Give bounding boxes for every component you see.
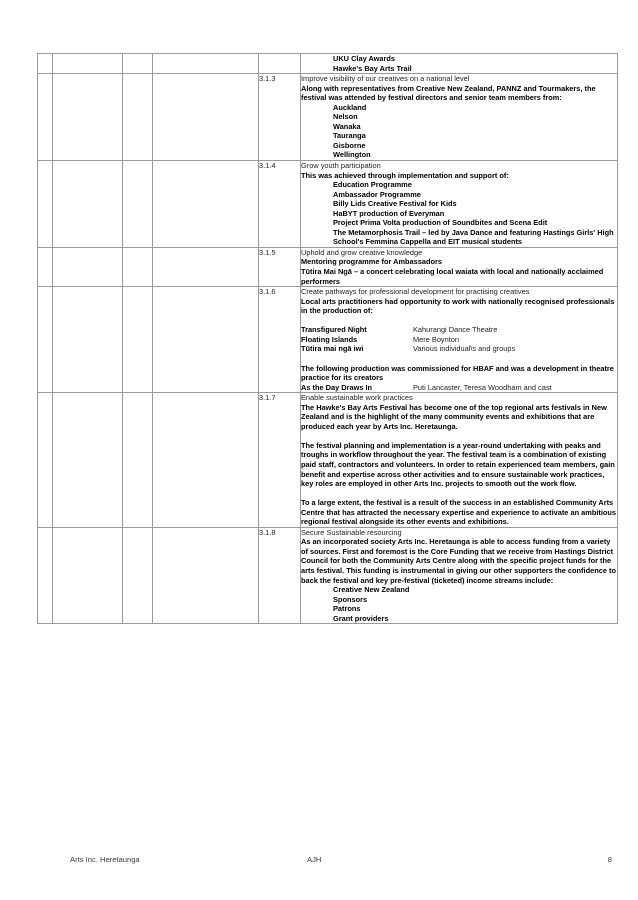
- cell-col-d: [153, 54, 259, 74]
- cell-col-a: [38, 161, 53, 248]
- table-row: [38, 527, 618, 623]
- list-item: Nelson: [333, 112, 358, 122]
- cell-col-b: [53, 161, 123, 248]
- row-content: [301, 161, 618, 248]
- credit-row: [301, 335, 617, 345]
- footer-page-number: 8: [607, 855, 612, 864]
- blank-line: [301, 316, 617, 326]
- cell-col-c: [123, 393, 153, 528]
- cell-col-c: [123, 74, 153, 161]
- cell-col-a: [38, 74, 53, 161]
- list-item: Patrons: [333, 604, 361, 614]
- objective-paragraph: The Hawke's Bay Arts Festival has become one of the top regional arts festivals in New Zealand and is the highlight of the many community events and exhibitions that are produced each year by Arts Inc. Heretaunga.: [301, 402, 607, 431]
- objective-lead: Grow youth participation: [301, 161, 381, 171]
- credit-row: [301, 344, 617, 354]
- footer-organisation: Arts Inc. Heretaunga: [70, 855, 140, 864]
- list-item: Grant providers: [333, 613, 389, 623]
- cell-col-d: [153, 74, 259, 161]
- list-item: HaBYT production of Everyman: [333, 208, 445, 218]
- cell-col-b: [53, 247, 123, 286]
- list-item: Education Programme: [333, 180, 412, 190]
- cell-col-a: [38, 527, 53, 623]
- list-item: Creative New Zealand: [333, 585, 410, 595]
- row-content: [301, 287, 618, 393]
- cell-col-d: [153, 247, 259, 286]
- credit-title: As the Day Draws In: [301, 382, 373, 392]
- row-content: [301, 74, 618, 161]
- row-number: 3.1.6: [259, 287, 301, 393]
- list-item: Hawke's Bay Arts Trail: [333, 63, 412, 73]
- list-item: Gisborne: [333, 140, 366, 150]
- cell-col-c: [123, 247, 153, 286]
- cell-col-c: [123, 527, 153, 623]
- list-item: Sponsors: [333, 594, 368, 604]
- cell-col-c: [123, 161, 153, 248]
- credit-artist: Various individual\s and groups: [413, 344, 516, 354]
- list-item: Wanaka: [333, 121, 361, 131]
- cell-col-a: [38, 247, 53, 286]
- credit-title: Floating Islands: [301, 334, 358, 344]
- cell-col-c: [123, 54, 153, 74]
- table-row: [38, 74, 618, 161]
- objective-body-line: Mentoring programme for Ambassadors: [301, 257, 442, 267]
- list-item: UKU Clay Awards: [333, 54, 396, 63]
- objective-lead: Enable sustainable work practices: [301, 393, 413, 403]
- objective-lead: Create pathways for professional development for practising creatives: [301, 287, 530, 297]
- objective-lead: Improve visibility of our creatives on a national level: [301, 74, 470, 84]
- credit-artist: Mere Boynton: [413, 334, 460, 344]
- row-number: 3.1.8: [259, 527, 301, 623]
- row-number: 3.1.7: [259, 393, 301, 528]
- objective-body-secondary: The following production was commissioned for HBAF and was a development in theatre practice for its creators: [301, 363, 614, 383]
- row-number: 3.1.4: [259, 161, 301, 248]
- row-number: [259, 54, 301, 74]
- blank-line: [301, 489, 617, 499]
- row-number: 3.1.3: [259, 74, 301, 161]
- objectives-table: [37, 53, 618, 624]
- cell-col-d: [153, 161, 259, 248]
- objective-body: As an incorporated society Arts Inc. Heretaunga is able to access funding from a variety of sources. First and foremost is the Core Funding that we receive from Hastings District Council for both the Community Arts Centre along with the specific project funds for the arts festival. This funding is instrumental in giving our other supporters the confidence to back the festival and key pre-festival (ticketed) income streams include:: [301, 537, 616, 585]
- objective-body-line: Tūtira Mai Ngā – a concert celebrating local waiata with local and nationally acclaimed performers: [301, 267, 604, 286]
- list-item: Billy Lids Creative Festival for Kids: [333, 199, 457, 209]
- objective-body: This was achieved through implementation and support of:: [301, 170, 509, 180]
- table-row: [38, 247, 618, 286]
- credit-artist: Kahurangi Dance Theatre: [413, 325, 498, 335]
- cell-col-b: [53, 54, 123, 74]
- objective-body: Along with representatives from Creative New Zealand, PANNZ and Tourmakers, the festival was attended by festival directors and senior team members from:: [301, 83, 596, 103]
- row-content: [301, 527, 618, 623]
- list-item: The Metamorphosis Trail – led by Java Dance and featuring Hastings Girls' High School's Femmina Cappella and EIT musical students: [333, 227, 614, 247]
- table-row: [38, 393, 618, 528]
- table-row: [38, 287, 618, 393]
- list-item: Project Prima Volta production of Soundbites and Scena Edit: [333, 218, 548, 228]
- objective-paragraph: To a large extent, the festival is a result of the success in an established Community Arts Centre that has attracted the necessary expertise and experience to activate an ambitious regional festival alongside its other events and exhibitions.: [301, 498, 617, 527]
- list-item: Wellington: [333, 150, 371, 160]
- cell-col-c: [123, 287, 153, 393]
- row-content: [301, 54, 618, 74]
- cell-col-b: [53, 74, 123, 161]
- credit-row: [301, 383, 617, 393]
- cell-col-b: [53, 393, 123, 528]
- cell-col-b: [53, 287, 123, 393]
- cell-col-d: [153, 393, 259, 528]
- cell-col-b: [53, 527, 123, 623]
- credit-title: Transfigured Night: [301, 325, 367, 335]
- list-item: Ambassador Programme: [333, 189, 421, 199]
- credit-artist: Puti Lancaster, Teresa Woodham and cast: [413, 382, 552, 392]
- cell-col-a: [38, 287, 53, 393]
- list-item: Auckland: [333, 102, 367, 112]
- objective-body: Local arts practitioners had opportunity to work with nationally recognised professionals in the production of:: [301, 296, 615, 316]
- list-item: Tauranga: [333, 131, 366, 141]
- cell-col-d: [153, 287, 259, 393]
- cell-col-a: [38, 54, 53, 74]
- objective-lead: Uphold and grow creative knowledge: [301, 247, 423, 257]
- page-footer: [37, 855, 617, 869]
- credit-title: Tūtira mai ngā iwi: [301, 344, 364, 354]
- objective-paragraph: The festival planning and implementation is a year-round undertaking with peaks and troughs in workflow throughout the year. The festival team is a combination of existing paid staff, contractors and volunteers. In order to retain experienced team members, gain benefit and expertise across other activities and to ensure sustainable work practices, key roles are employed in other Arts Inc. projects to smooth out the work flow.: [301, 440, 615, 489]
- table-row: [38, 54, 618, 74]
- blank-line: [301, 354, 617, 364]
- table-row: [38, 161, 618, 248]
- credit-row: [301, 325, 617, 335]
- objective-lead: Secure Sustainable resourcing: [301, 527, 402, 537]
- cell-col-d: [153, 527, 259, 623]
- cell-col-a: [38, 393, 53, 528]
- blank-line: [301, 431, 617, 441]
- row-content: [301, 393, 618, 528]
- row-content: [301, 247, 618, 286]
- row-number: 3.1.5: [259, 247, 301, 286]
- footer-initials: AJH: [307, 855, 322, 864]
